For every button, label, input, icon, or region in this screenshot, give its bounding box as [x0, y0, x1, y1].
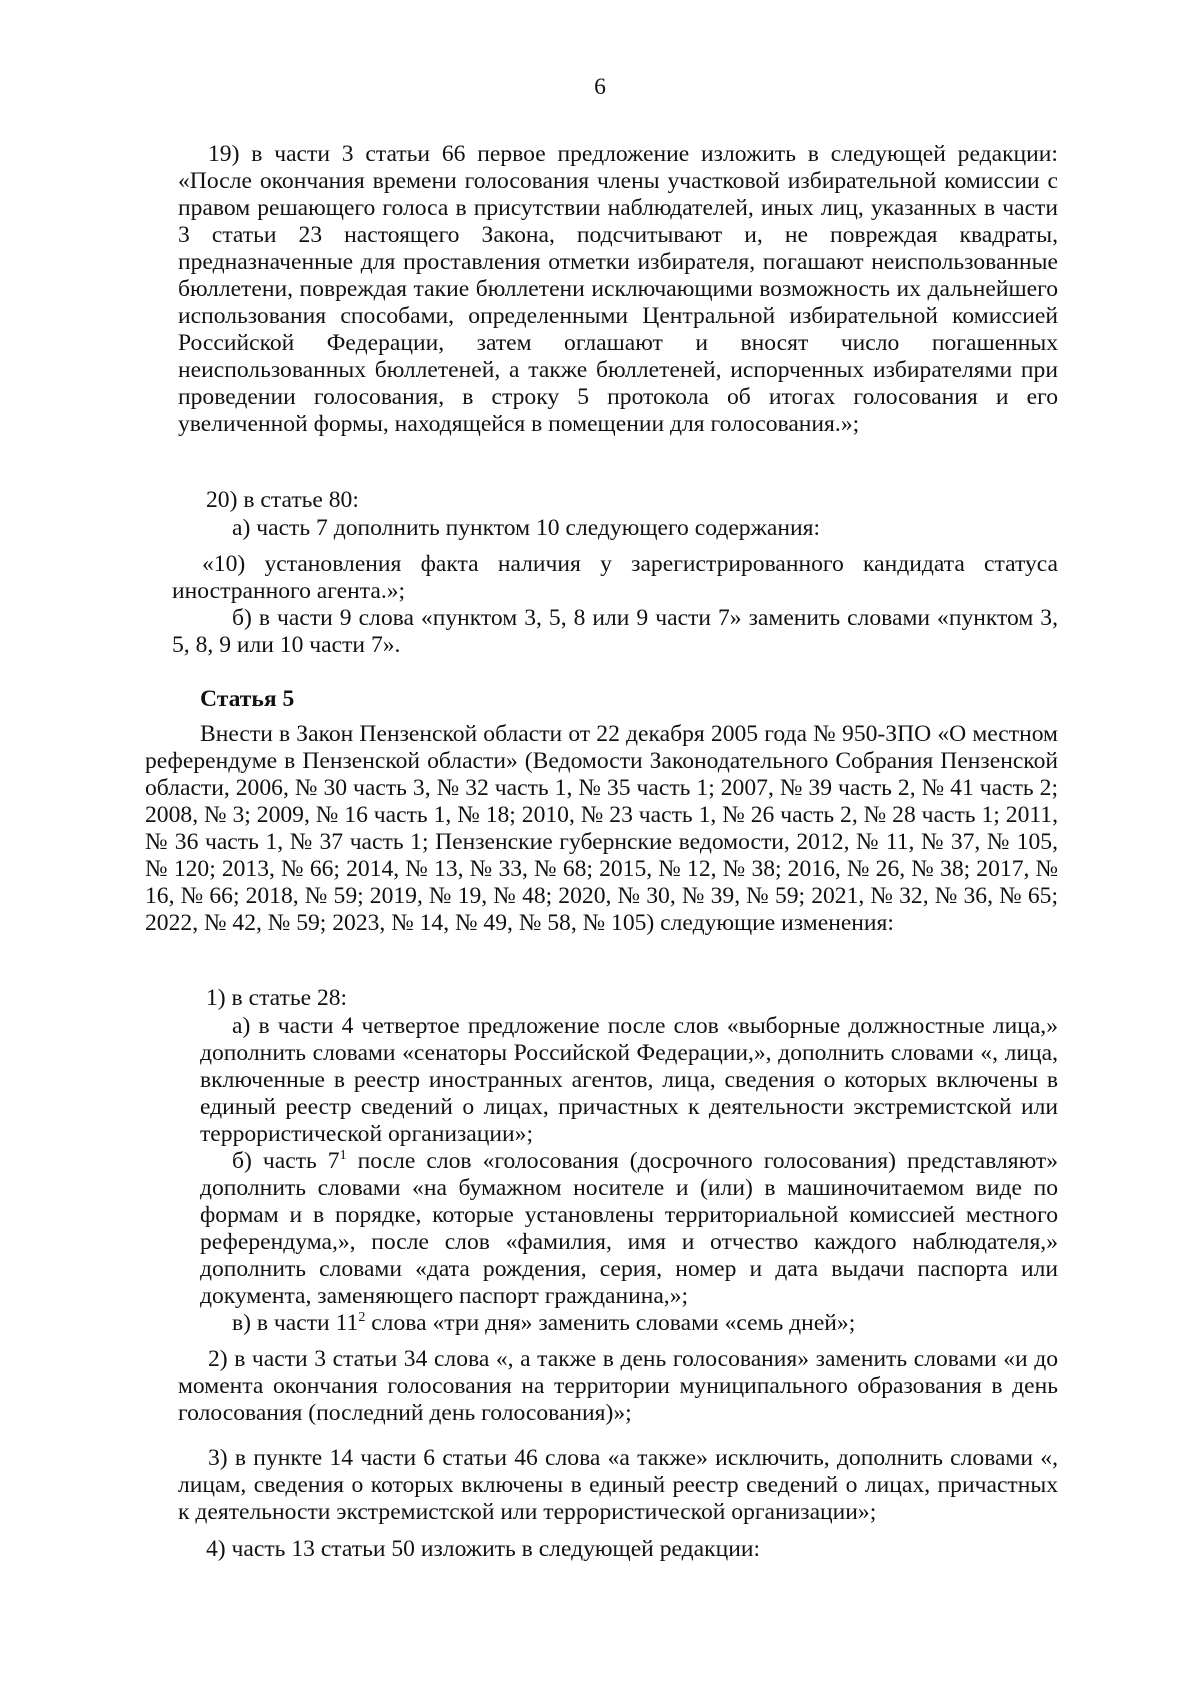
paragraph-item-1-a: а) в части 4 четвертое предложение после слов «выборные должностные лица,» дополнить словами «сенаторы Российской Федерации,», дополнить словами «, лица, включенные в реестр иностранных агентов, лица, сведения о которых включены в единый реестр сведений о лицах, причастных к деятельности экстремистской или террористической организации»;: [200, 1013, 1058, 1147]
paragraph-item-20-quote: «10) установления факта наличия у зарегистрированного кандидата статуса иностранного агента.»;: [172, 551, 1058, 604]
article-5-heading: Статья 5: [200, 686, 295, 712]
paragraph-item-20-a: а) часть 7 дополнить пунктом 10 следующего содержания:: [232, 515, 821, 541]
paragraph-item-20-head: 20) в статье 80:: [206, 487, 359, 513]
item-1-b-text: после слов «голосования (досрочного голосования) представляют» дополнить словами «на бумажном носителе и (или) в машиночитаемом виде по формам и в порядке, которые установлены территориальной комиссией местного референдума,», после слов «фамилия, имя и отчество каждого наблюдателя,» дополнить словами «дата рождения, серия, номер и дата выдачи паспорта или документа, заменяющего паспорт гражданина,»;: [200, 1148, 1058, 1309]
item-1-c-prefix: в) в части 11: [232, 1310, 359, 1336]
paragraph-article-5-intro: Внести в Закон Пензенской области от 22 декабря 2005 года № 950-ЗПО «О местном референдуме в Пензенской области» (Ведомости Законодательного Собрания Пензенской области, 2006, № 30 часть 3, № 32 часть 1, № 35 часть 1; 2007, № 39 часть 2, № 41 часть 2; 2008, № 3; 2009, № 16 часть 1, № 18; 2010, № 23 часть 1, № 26 часть 2, № 28 часть 1; 2011, № 36 часть 1, № 37 часть 1; Пензенские губернские ведомости, 2012, № 11, № 37, № 105, № 120; 2013, № 66; 2014, № 13, № 33, № 68; 2015, № 12, № 38; 2016, № 26, № 38; 2017, № 16, № 66; 2018, № 59; 2019, № 19, № 48; 2020, № 30, № 39, № 59; 2021, № 32, № 36, № 65; 2022, № 42, № 59; 2023, № 14, № 49, № 58, № 105) следующие изменения:: [145, 721, 1058, 936]
paragraph-item-20-b: б) в части 9 слова «пунктом 3, 5, 8 или 9 части 7» заменить словами «пунктом 3, 5, 8, 9 или 10 части 7».: [172, 605, 1058, 658]
paragraph-item-2: 2) в части 3 статьи 34 слова «, а также в день голосования» заменить словами «и до момента окончания голосования на территории муниципального образования в день голосования (последний день голосования)»;: [178, 1346, 1058, 1426]
paragraph-item-1-b: [200, 1148, 1058, 1310]
item-1-b-superscript: 1: [339, 1148, 347, 1163]
paragraph-item-1-head: 1) в статье 28:: [206, 985, 348, 1011]
page-number: 6: [594, 74, 606, 100]
paragraph-item-1-c: [232, 1310, 1058, 1337]
paragraph-item-3: 3) в пункте 14 части 6 статьи 46 слова «а также» исключить, дополнить словами «, лицам, сведения о которых включены в единый реестр сведений о лицах, причастных к деятельности экстремистской или террористической организации»;: [178, 1445, 1058, 1525]
paragraph-item-19: 19) в части 3 статьи 66 первое предложение изложить в следующей редакции: «После окончания времени голосования члены участковой избирательной комиссии с правом решающего голоса в присутствии наблюдателей, иных лиц, указанных в части 3 статьи 23 настоящего Закона, подсчитывают и, не повреждая квадраты, предназначенные для проставления отметки избирателя, погашают неиспользованные бюллетени, повреждая такие бюллетени исключающими возможность их дальнейшего использования способами, определенными Центральной избирательной комиссией Российской Федерации, затем оглашают и вносят число погашенных неиспользованных бюллетеней, а также бюллетеней, испорченных избирателями при проведении голосования, в строку 5 протокола об итогах голосования и его увеличенной формы, находящейся в помещении для голосования.»;: [178, 141, 1058, 437]
item-1-c-text: слова «три дня» заменить словами «семь дней»;: [365, 1310, 856, 1336]
item-1-c-superscript: 2: [358, 1310, 366, 1325]
item-1-b-prefix: б) часть 7: [232, 1148, 340, 1174]
paragraph-item-4: 4) часть 13 статьи 50 изложить в следующей редакции:: [206, 1536, 761, 1562]
